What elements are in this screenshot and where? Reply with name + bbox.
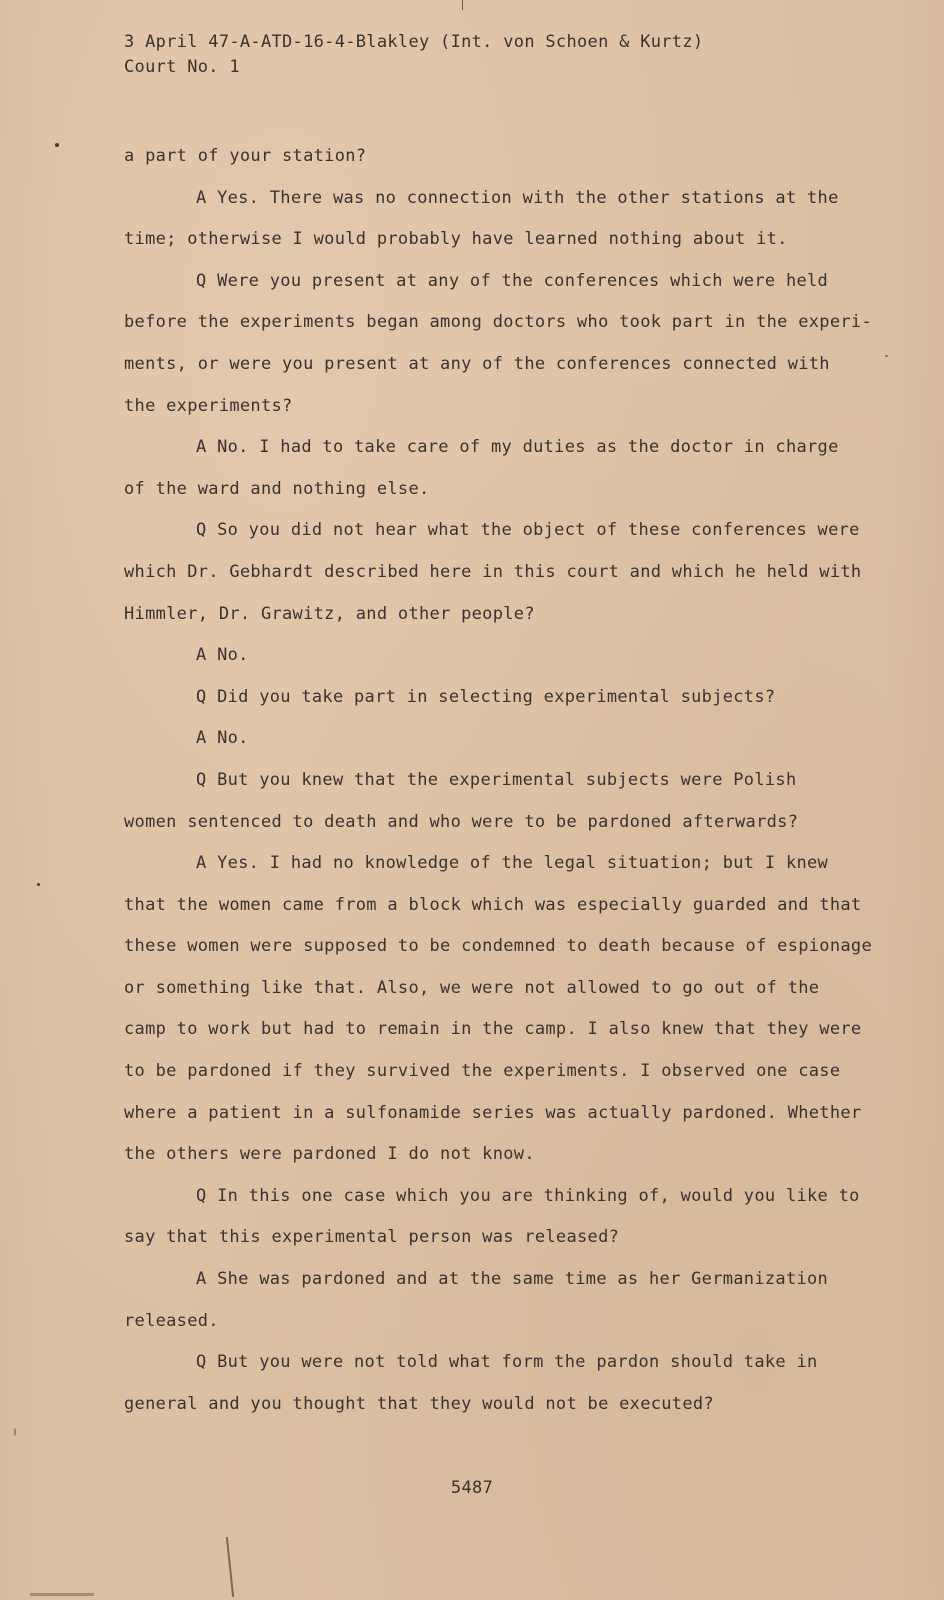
transcript-line: A Yes. I had no knowledge of the legal situation; but I knew	[196, 853, 829, 874]
transcript-line: the others were pardoned I do not know.	[124, 1144, 535, 1165]
ink-speck	[14, 1428, 16, 1436]
ink-speck	[885, 355, 888, 357]
transcript-line: Q So you did not hear what the object of these conferences were	[196, 520, 860, 541]
transcript-line: Q But you knew that the experimental subjects were Polish	[196, 769, 797, 790]
transcript-line: that the women came from a block which was especially guarded and that	[124, 894, 862, 915]
page-number: 5487	[450, 1478, 494, 1498]
transcript-line: which Dr. Gebhardt described here in this court and which he held with	[124, 561, 862, 582]
transcript-line: A Yes. There was no connection with the other stations at the	[196, 187, 839, 208]
ink-speck	[55, 143, 59, 147]
transcript-line: ments, or were you present at any of the conferences connected with	[124, 353, 830, 374]
transcript-line: before the experiments began among doctors who took part in the experi-	[124, 312, 872, 333]
transcript-line: or something like that. Also, we were not allowed to go out of the	[124, 977, 820, 998]
transcript-line: general and you thought that they would not be executed?	[124, 1393, 714, 1414]
transcript-line: Q Were you present at any of the conferences which were held	[196, 270, 829, 291]
transcript-line: say that this experimental person was released?	[124, 1227, 620, 1248]
transcript-body	[124, 136, 872, 1425]
transcript-line: of the ward and nothing else.	[124, 478, 430, 499]
transcript-line: A No.	[196, 645, 249, 666]
transcript-line: A She was pardoned and at the same time as her Germanization	[196, 1269, 829, 1290]
transcript-line: released.	[124, 1310, 219, 1331]
header-court-line: Court No. 1	[124, 57, 240, 77]
header-case-line: 3 April 47-A-ATD-16-4-Blakley (Int. von Schoen & Kurtz)	[124, 32, 704, 52]
transcript-line: women sentenced to death and who were to be pardoned afterwards?	[124, 811, 799, 832]
transcript-line: these women were supposed to be condemned to death because of espionage	[124, 936, 872, 957]
transcript-line: Q Did you take part in selecting experimental subjects?	[196, 686, 776, 707]
page-header	[124, 30, 703, 80]
transcript-line: Q But you were not told what form the pardon should take in	[196, 1352, 818, 1373]
transcript-line: camp to work but had to remain in the camp. I also knew that they were	[124, 1019, 862, 1040]
transcript-line: the experiments?	[124, 395, 293, 416]
transcript-line: A No.	[196, 728, 249, 749]
transcript-line: time; otherwise I would probably have learned nothing about it.	[124, 229, 788, 250]
ink-speck	[37, 883, 40, 886]
paper-mark	[462, 0, 463, 10]
transcript-line: A No. I had to take care of my duties as the doctor in charge	[196, 437, 839, 458]
paper-mark	[30, 1593, 94, 1596]
transcript-line: to be pardoned if they survived the experiments. I observed one case	[124, 1061, 841, 1082]
transcript-line: a part of your station?	[124, 146, 367, 166]
transcript-line: Q In this one case which you are thinking of, would you like to	[196, 1185, 860, 1206]
paper-mark	[226, 1537, 234, 1597]
transcript-line: Himmler, Dr. Grawitz, and other people?	[124, 603, 535, 624]
transcript-line: where a patient in a sulfonamide series was actually pardoned. Whether	[124, 1102, 862, 1123]
